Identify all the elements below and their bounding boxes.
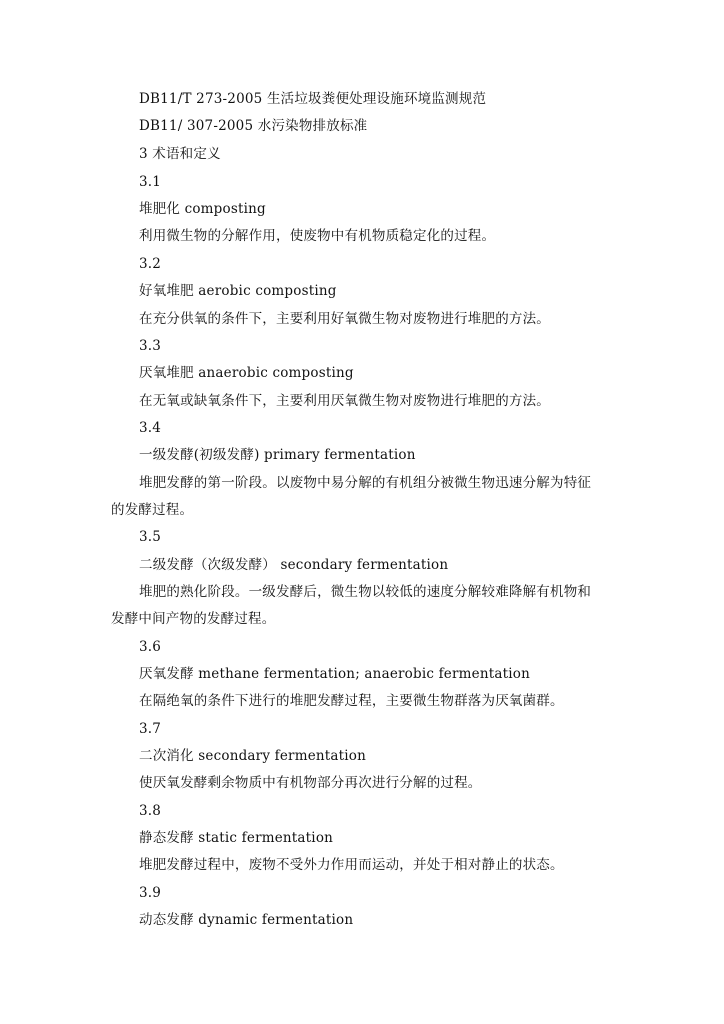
term-title: 动态发酵 dynamic fermentation bbox=[139, 912, 354, 928]
reference-line: DB11/T 273-2005 生活垃圾粪便处理设施环境监测规范 bbox=[139, 91, 487, 107]
term-title: 静态发酵 static fermentation bbox=[139, 830, 334, 846]
term-title: 二级发酵（次级发酵） secondary fermentation bbox=[139, 557, 449, 573]
section-heading: 3 术语和定义 bbox=[139, 146, 221, 162]
term-definition: 发酵中间产物的发酵过程。 bbox=[111, 611, 276, 627]
term-number: 3.6 bbox=[139, 639, 162, 655]
term-number: 3.2 bbox=[139, 256, 162, 272]
term-definition: 堆肥发酵的第一阶段。以废物中易分解的有机组分被微生物迅速分解为特征 bbox=[139, 475, 592, 491]
term-definition: 在无氧或缺氧条件下，主要利用厌氧微生物对废物进行堆肥的方法。 bbox=[139, 393, 550, 409]
term-number: 3.9 bbox=[139, 885, 162, 901]
term-number: 3.7 bbox=[139, 721, 162, 737]
term-title: 二次消化 secondary fermentation bbox=[139, 748, 367, 764]
term-title: 厌氧发酵 methane fermentation; anaerobic fermentation bbox=[139, 666, 530, 682]
term-definition: 堆肥发酵过程中，废物不受外力作用而运动，并处于相对静止的状态。 bbox=[139, 857, 564, 873]
term-definition: 利用微生物的分解作用，使废物中有机物质稳定化的过程。 bbox=[139, 228, 496, 244]
term-number: 3.1 bbox=[139, 174, 162, 190]
term-title: 一级发酵(初级发酵) primary fermentation bbox=[139, 447, 416, 463]
term-number: 3.3 bbox=[139, 338, 162, 354]
term-number: 3.4 bbox=[139, 420, 162, 436]
reference-line: DB11/ 307-2005 水污染物排放标准 bbox=[139, 118, 368, 134]
term-definition: 堆肥的熟化阶段。一级发酵后，微生物以较低的速度分解较难降解有机物和 bbox=[139, 584, 592, 600]
term-title: 厌氧堆肥 anaerobic composting bbox=[139, 365, 354, 381]
term-definition: 使厌氧发酵剩余物质中有机物部分再次进行分解的过程。 bbox=[139, 775, 482, 791]
term-title: 堆肥化 composting bbox=[139, 201, 266, 217]
term-number: 3.8 bbox=[139, 803, 162, 819]
term-definition: 的发酵过程。 bbox=[111, 502, 194, 518]
term-definition: 在充分供氧的条件下，主要利用好氧微生物对废物进行堆肥的方法。 bbox=[139, 311, 550, 327]
term-number: 3.5 bbox=[139, 529, 162, 545]
term-title: 好氧堆肥 aerobic composting bbox=[139, 283, 337, 299]
term-definition: 在隔绝氧的条件下进行的堆肥发酵过程，主要微生物群落为厌氧菌群。 bbox=[139, 693, 564, 709]
